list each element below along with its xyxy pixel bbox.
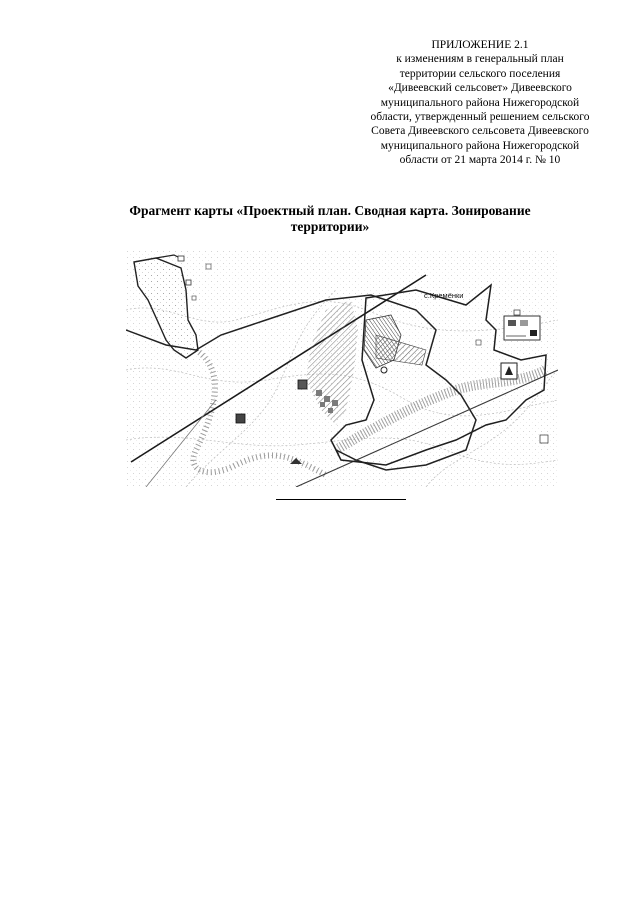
appendix-line: муниципального района Нижегородской [380,139,580,152]
building-marker [206,264,211,269]
map-title-line-1: Фрагмент карты «Проектный план. Сводная карта. Зонирование [129,203,531,218]
zone-marker-square [298,380,307,389]
map-fragment [126,250,558,487]
appendix-header [340,38,620,168]
appendix-line: муниципального района Нижегородской [380,96,580,109]
building-marker [192,296,196,300]
building-marker [186,280,191,285]
building-marker [540,435,548,443]
church-icon [501,363,517,379]
building-marker [514,310,520,315]
appendix-line: области, утвержденный решением сельского [370,111,590,124]
legend-box-east [504,316,540,340]
zone-marker-square [236,414,245,423]
appendix-line: территории сельского поселения [399,67,561,80]
appendix-line: области от 21 марта 2014 г. № 10 [399,154,561,167]
appendix-line: «Дивеевский сельсовет» Дивеевского [388,82,572,95]
map-image [126,250,558,487]
building-marker [178,256,184,261]
appendix-line: ПРИЛОЖЕНИЕ 2.1 [431,39,529,51]
map-title [95,203,565,235]
village-label: с.Кремёнки [424,291,464,300]
map-title-line-2: территории» [290,219,370,234]
building-marker [476,340,481,345]
appendix-line: Совета Дивеевского сельсовета Дивеевского [371,125,589,138]
appendix-line: к изменениям в генеральный план [396,53,564,66]
separator-line [276,499,406,500]
